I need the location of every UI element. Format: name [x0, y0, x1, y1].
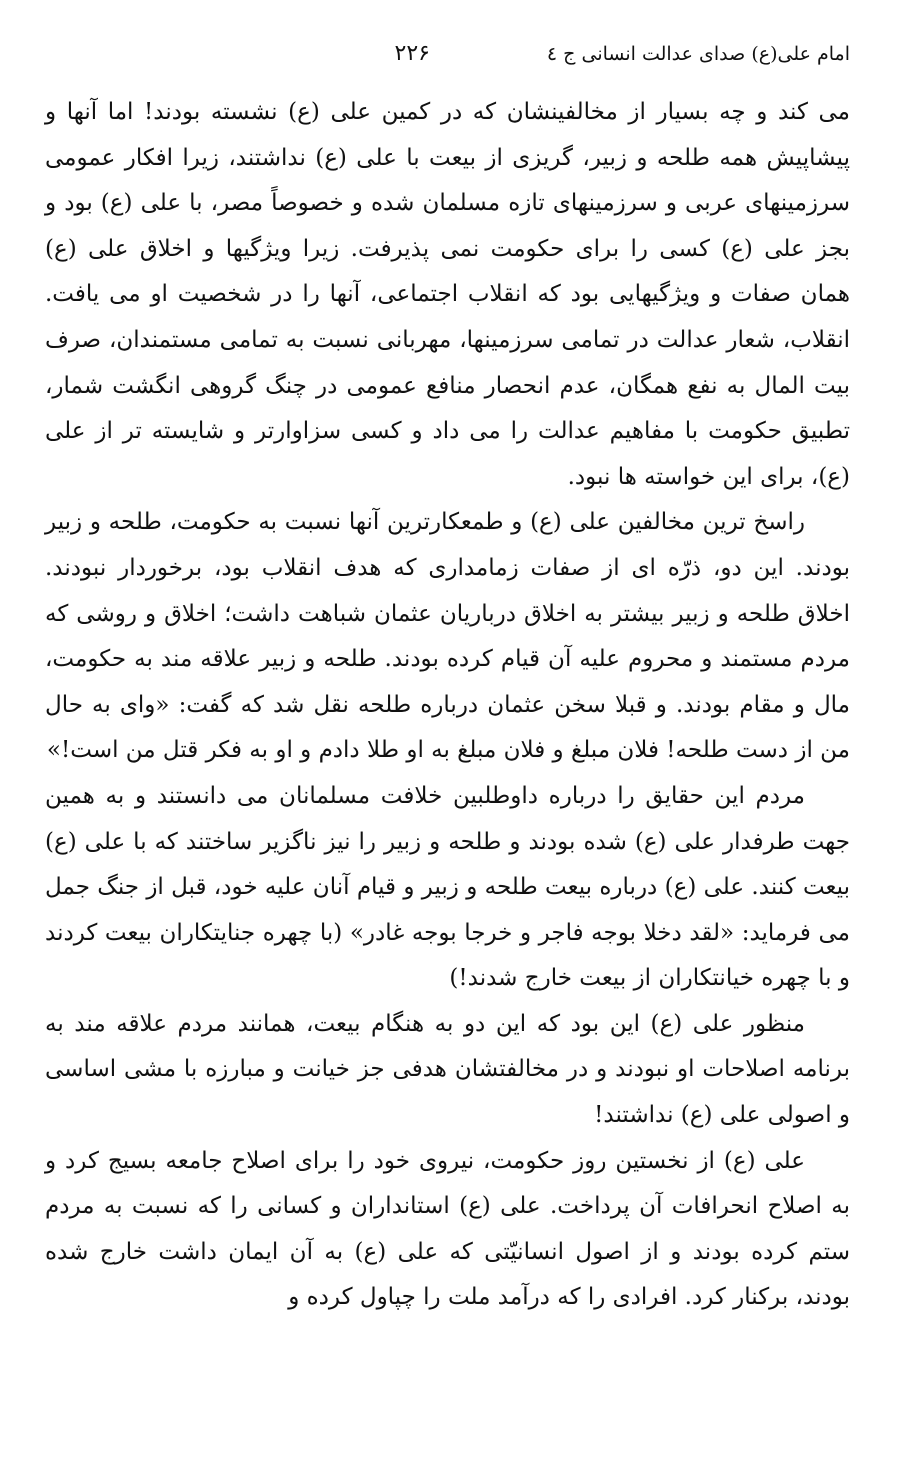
paragraph: منظور علی (ع) این بود که این دو به هنگام بیعت، همانند مردم علاقه مند به برنامه اصلاحات او نبودند و در مخالفتشان هدفی جز خیانت و مبارزه با مشی اساسی و اصولی علی (ع) نداشتند! [45, 1010, 850, 1129]
paragraph: علی (ع) از نخستین روز حکومت، نیروی خود را برای اصلاح جامعه بسیج کرد و به اصلاح انحرافات آن پرداخت. علی (ع) استانداران و کسانی را که نسبت به مردم ستم کرده بودند و از اصول انسانیّتی که علی (ع) به آن ایمان داشت خارج شده بودند، برکنار کرد. افرادی را که درآمد ملت را چپاول کرده و [45, 1147, 850, 1311]
page-header [45, 34, 850, 74]
paragraph-continued: می کند و چه بسیار از مخالفینشان که در کمین علی (ع) نشسته بودند! اما آنها و پیشاپیش همه طلحه و زبیر، گریزی از بیعت با علی (ع) نداشتند، زیرا افکار عمومی سرزمینهای عربی و سرزمینهای تازه مسلمان شده و خصوصاً مصر، با علی (ع) بود و بجز علی (ع) کسی را برای حکومت نمی پذیرفت. زیرا ویژگیها و اخلاق علی (ع) همان صفات و ویژگیهایی بود که انقلاب اجتماعی، آنها را در شخصیت او می یافت. انقلاب، شعار عدالت در تمامی سرزمینها، مهربانی نسبت به تمامی مستمندان، صرف بیت المال به نفع همگان، عدم انحصار منافع عمومی در چنگ گروهی انگشت شمار، تطبیق حکومت با مفاهیم عدالت را می داد و کسی سزاوارتر و شایسته تر از علی (ع)، برای این خواسته ها نبود. [45, 99, 850, 490]
page-number: ۲۲۶ [394, 41, 430, 66]
paragraph: راسخ ترین مخالفین علی (ع) و طمعکارترین آنها نسبت به حکومت، طلحه و زبیر بودند. این دو، ذرّه ای از صفات زمامداری که هدف انقلاب بود، برخوردار نبودند. اخلاق طلحه و زبیر بیشتر به اخلاق درباریان عثمان شباهت داشت؛ اخلاق و روشی که مردم مستمند و محروم علیه آن قیام کرده بودند. طلحه و زبیر علاقه مند به حکومت، مال و مقام بودند. و قبلا سخن عثمان درباره طلحه نقل شد که گفت: «وای به حال من از دست طلحه! فلان مبلغ و فلان مبلغ به او طلا دادم و او به فکر قتل من است!» [45, 509, 850, 764]
running-title: امام علی(ع) صدای عدالت انسانی ج ٤ [546, 43, 850, 65]
body-text [45, 90, 850, 1321]
paragraph: مردم این حقایق را درباره داوطلبین خلافت مسلمانان می دانستند و به همین جهت طرفدار علی (ع) شده بودند و طلحه و زبیر را نیز ناگزیر ساختند که با علی (ع) بیعت کنند. علی (ع) درباره بیعت طلحه و زبیر و قیام آنان علیه خود، قبل از جنگ جمل می فرماید: «لقد دخلا بوجه فاجر و خرجا بوجه غادر» (با چهره جنایتکاران بیعت کردند و با چهره خیانتکاران از بیعت خارج شدند!) [45, 782, 850, 992]
